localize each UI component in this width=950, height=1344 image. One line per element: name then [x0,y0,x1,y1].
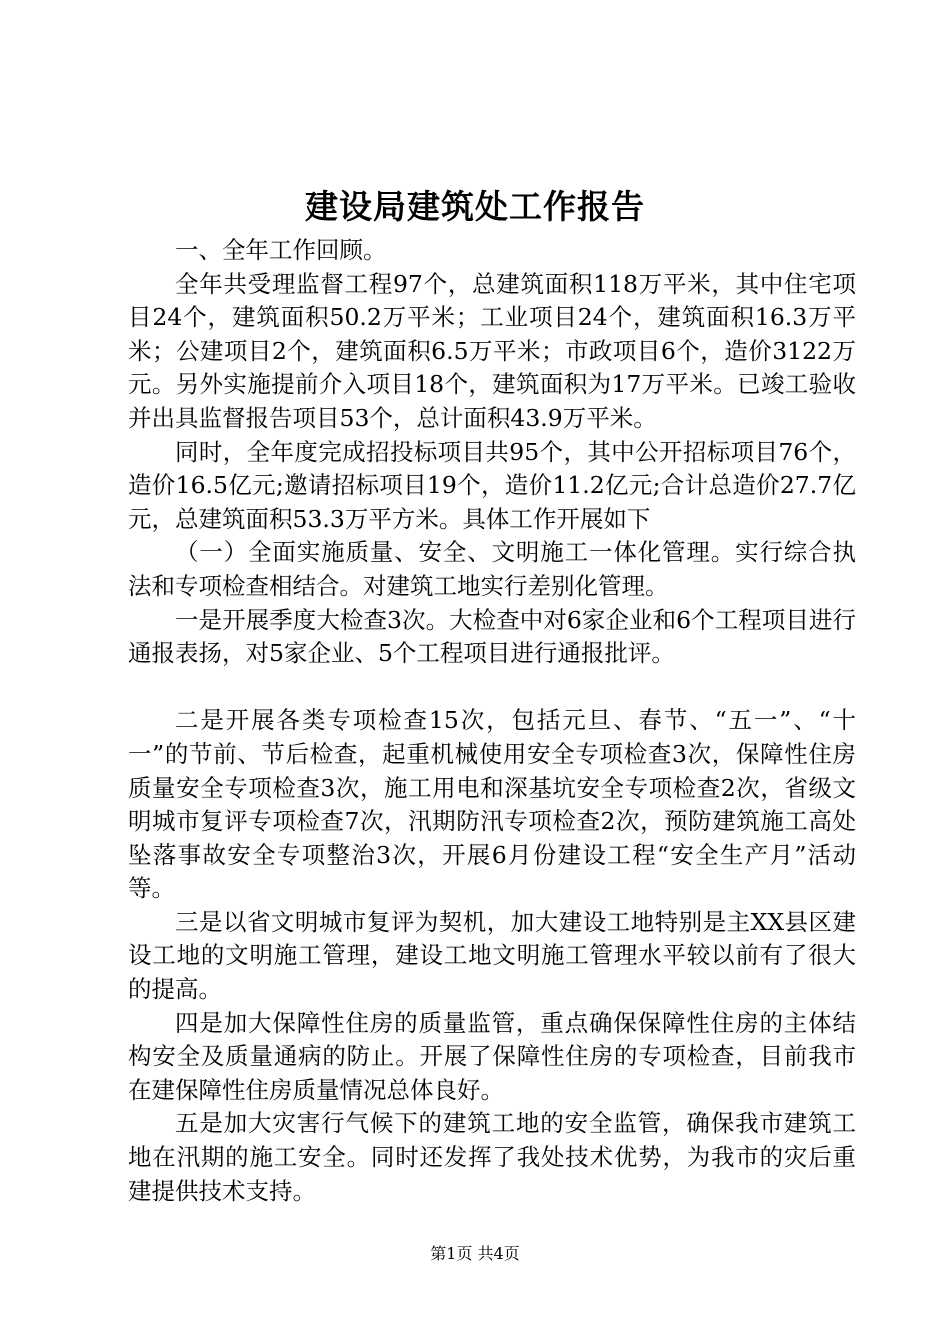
page-number-footer: 第1页 共4页 [430,1244,520,1263]
paragraph-item-1: 一是开展季度大检查3次。大检查中对6家企业和6个工程项目进行通报表扬，对5家企业、5个工程项目进行通报批评。 [128,605,856,668]
paragraph-item-3: 三是以省文明城市复评为契机，加大建设工地特别是主XX县区建设工地的文明施工管理，建设工地文明施工管理水平较以前有了很大的提高。 [128,907,856,1004]
document-body [128,234,856,1208]
paragraph-supervision-summary: 全年共受理监督工程97个，总建筑面积118万平米，其中住宅项目24个，建筑面积50.2万平米；工业项目24个，建筑面积16.3万平米；公建项目2个，建筑面积6.5万平米；市政项目6个，造价3122万元。另外实施提前介入项目18个，建筑面积为17万平米。已竣工验收并出具监督报告项目53个，总计面积43.9万平米。 [128,269,856,432]
paragraph-subsection-1: （一）全面实施质量、安全、文明施工一体化管理。实行综合执法和专项检查相结合。对建筑工地实行差别化管理。 [128,538,856,600]
section-heading: 一、全年工作回顾。 [175,236,387,264]
paragraph-item-2: 二是开展各类专项检查15次，包括元旦、春节、“五一”、“十一”的节前、节后检查，起重机械使用安全专项检查3次，保障性住房质量安全专项检查3次，施工用电和深基坑安全专项检查2次，省级文明城市复评专项检查7次，汛期防汛专项检查2次，预防建筑施工高处坠落事故安全专项整治3次，开展6月份建设工程“安全生产月”活动等。 [128,706,856,903]
document-title: 建设局建筑处工作报告 [305,187,645,226]
paragraph-item-4: 四是加大保障性住房的质量监管，重点确保保障性住房的主体结构安全及质量通病的防止。开展了保障性住房的专项检查，目前我市在建保障性住房质量情况总体良好。 [128,1008,856,1104]
paragraph-bidding-summary: 同时，全年度完成招投标项目共95个，其中公开招标项目76个，造价16.5亿元;邀请招标项目19个，造价11.2亿元;合计总造价27.7亿元，总建筑面积53.3万平方米。具体工作开展如下 [128,437,856,533]
paragraph-item-5: 五是加大灾害行气候下的建筑工地的安全监管，确保我市建筑工地在汛期的施工安全。同时还发挥了我处技术优势，为我市的灾后重建提供技术支持。 [128,1109,856,1205]
